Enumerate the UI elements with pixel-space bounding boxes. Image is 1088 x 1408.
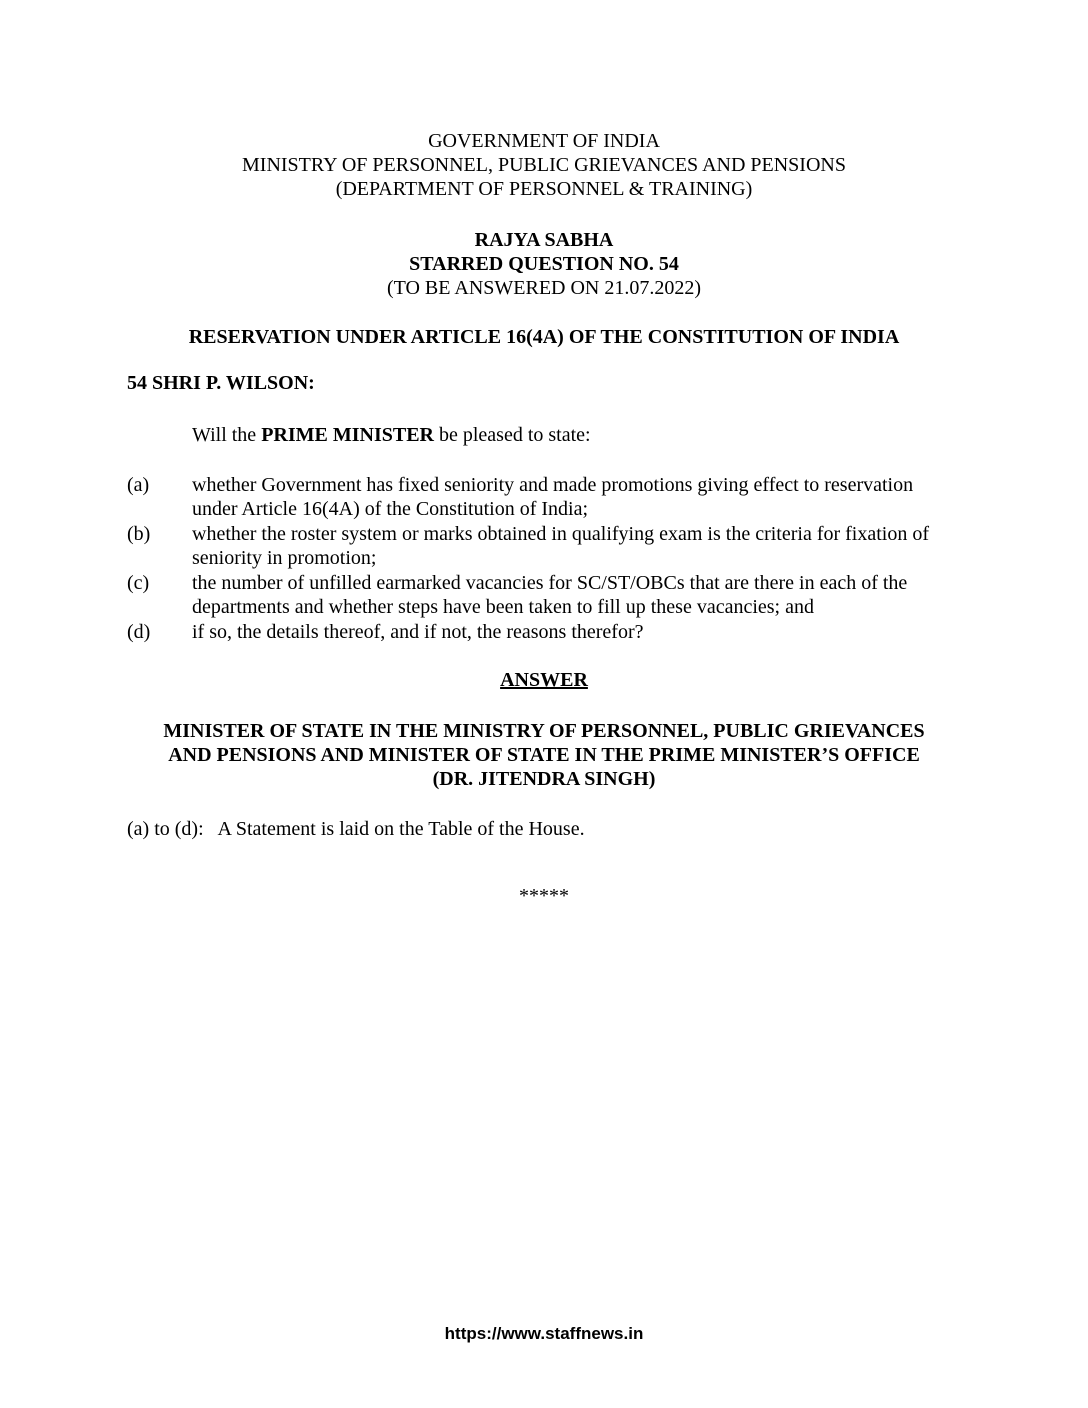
question-label: (c) <box>127 572 150 594</box>
question-item <box>127 473 947 521</box>
intro-before: Will the <box>192 424 262 446</box>
question-label: (a) <box>127 474 150 496</box>
question-item <box>127 571 947 619</box>
minister-name: (DR. JITENDRA SINGH) <box>432 768 656 790</box>
header <box>0 129 1088 201</box>
answer-heading: ANSWER <box>500 669 588 691</box>
question-text: whether Government has fixed seniority and made promotions giving effect to reservation under Article 16(4A) of the Constitution of India; <box>192 474 914 520</box>
intro-line <box>192 423 591 447</box>
header-ministry: MINISTRY OF PERSONNEL, PUBLIC GRIEVANCES AND PENSIONS <box>242 154 846 176</box>
intro-prime-minister: PRIME MINISTER <box>261 424 434 446</box>
header-government: GOVERNMENT OF INDIA <box>428 130 660 152</box>
separator-asterisks: ***** <box>519 885 569 907</box>
question-text: whether the roster system or marks obtained in qualifying exam is the criteria for fixation of seniority in promotion; <box>192 523 930 569</box>
minister-line-2: AND PENSIONS AND MINISTER OF STATE IN THE PRIME MINISTER’S OFFICE <box>168 744 920 766</box>
house-block <box>0 228 1088 300</box>
question-text: the number of unfilled earmarked vacancies for SC/ST/OBCs that are there in each of the departments and whether steps have been taken to fill up these vacancies; and <box>192 572 908 618</box>
question-label: (d) <box>127 621 151 643</box>
header-department: (DEPARTMENT OF PERSONNEL & TRAINING) <box>335 178 753 200</box>
question-item <box>127 620 947 644</box>
question-text: if so, the details thereof, and if not, the reasons therefor? <box>192 621 644 643</box>
question-number: STARRED QUESTION NO. 54 <box>409 253 679 275</box>
question-label: (b) <box>127 523 151 545</box>
minister-line-1: MINISTER OF STATE IN THE MINISTRY OF PERSONNEL, PUBLIC GRIEVANCES <box>163 720 925 742</box>
questioner-name: 54 SHRI P. WILSON: <box>127 372 315 394</box>
minister-block <box>0 719 1088 791</box>
house-name: RAJYA SABHA <box>474 229 614 251</box>
question-item <box>127 522 947 570</box>
answer-date: (TO BE ANSWERED ON 21.07.2022) <box>386 277 702 299</box>
subject-title: RESERVATION UNDER ARTICLE 16(4A) OF THE CONSTITUTION OF INDIA <box>188 326 900 348</box>
footer-url: https://www.staffnews.in <box>444 1324 644 1343</box>
intro-after: be pleased to state: <box>433 424 591 446</box>
answer-statement: (a) to (d): A Statement is laid on the Table of the House. <box>127 818 585 840</box>
